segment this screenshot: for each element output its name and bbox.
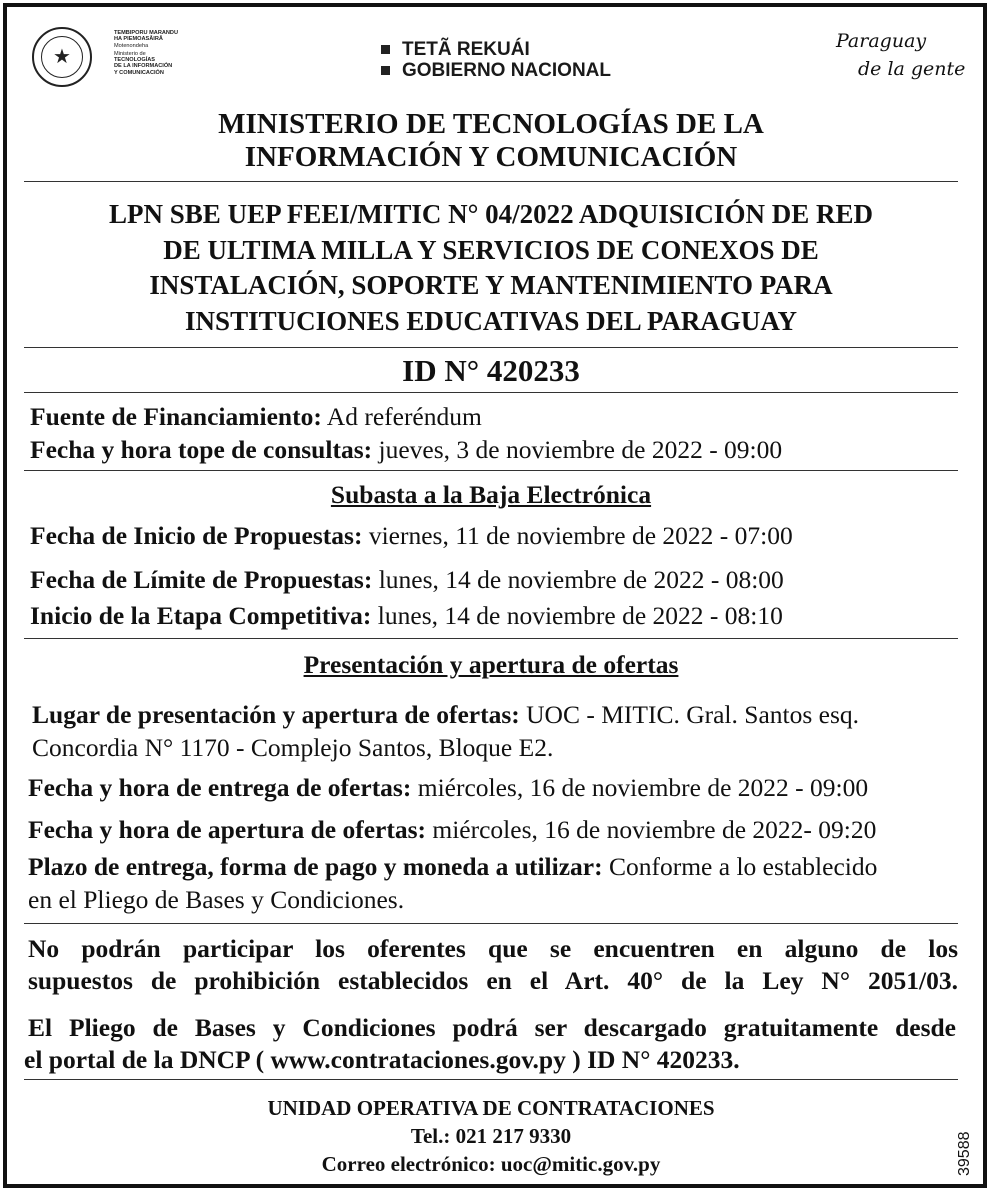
subasta-row-label: Fecha de Inicio de Propuestas:: [30, 521, 363, 550]
lugar-row-cont: Concordia N° 1170 - Complejo Santos, Bloque E2.: [32, 733, 554, 762]
funding-row: [30, 402, 482, 432]
footer-email[interactable]: Correo electrónico: uoc@mitic.gov.py: [321, 1152, 661, 1176]
subasta-row-label: Fecha de Límite de Propuestas:: [30, 565, 373, 594]
tender-title-line: DE ULTIMA MILLA Y SERVICIOS DE CONEXOS DE: [163, 234, 819, 265]
plazo-row: [28, 852, 877, 882]
mitic-logo-line: DE LA INFORMACIÓN: [114, 63, 173, 70]
consultas-label: Fecha y hora tope de consultas:: [30, 435, 373, 464]
paraguay-slogan-logo: [836, 30, 965, 80]
divider: [24, 923, 958, 924]
consultas-row: [30, 435, 782, 465]
mitic-logo-line: Ministerio de: [114, 50, 146, 57]
tender-title-line: LPN SBE UEP FEEI/MITIC N° 04/2022 ADQUISICIÓN DE RED: [109, 199, 873, 229]
apertura-label: Fecha y hora de apertura de ofertas:: [28, 815, 426, 844]
square-bullet-icon: [381, 66, 390, 75]
consultas-value: jueves, 3 de noviembre de 2022 - 09:00: [372, 435, 783, 464]
lugar-row: [32, 700, 859, 730]
footer-unit: UNIDAD OPERATIVA DE CONTRATACIONES: [267, 1096, 715, 1120]
funding-label: Fuente de Financiamiento:: [30, 402, 322, 431]
footer-phone: Tel.: 021 217 9330: [410, 1124, 572, 1148]
gov-logo-line1: TETÃ REKUÁI: [402, 39, 530, 60]
mitic-logo-line: TEMBIPORU MARANDU: [114, 30, 179, 36]
tender-id: ID N° 420233: [402, 353, 580, 388]
subasta-row: [30, 565, 784, 595]
subasta-heading: Subasta a la Baja Electrónica: [330, 480, 652, 509]
subasta-row-value: lunes, 14 de noviembre de 2022 - 08:00: [372, 565, 784, 594]
pliego-notice-text[interactable]: el portal de la DNCP ( www.contrataciones.gov.py ) ID N° 420233.: [24, 1045, 740, 1074]
divider: [24, 347, 958, 348]
prohibition-notice-line1: No podrán participar los oferentes que se encuentren en alguno de los: [28, 934, 958, 963]
seal-star-icon: ★: [53, 46, 71, 68]
entrega-row: [28, 773, 868, 803]
entrega-value: miércoles, 16 de noviembre de 2022 - 09:00: [411, 773, 869, 802]
prohibition-notice-line2: supuestos de prohibición establecidos en el Art. 40° de la Ley N° 2051/03.: [28, 966, 958, 995]
divider: [24, 392, 958, 393]
lugar-label: Lugar de presentación y apertura de ofertas:: [32, 700, 520, 729]
mitic-logo-line: HA PIEMOASÂIRÂ: [114, 36, 163, 43]
divider: [24, 470, 958, 471]
tender-title: [24, 197, 958, 339]
divider: [24, 1079, 958, 1080]
ministry-title: [24, 108, 958, 174]
slogan-line1: Paraguay: [836, 30, 927, 52]
pliego-notice-line1: El Pliego de Bases y Condiciones podrá ser descargado gratuitamente desde: [28, 1013, 956, 1042]
slogan-line2: de la gente: [858, 58, 966, 80]
funding-value: Ad referéndum: [321, 402, 482, 431]
subasta-row-label: Inicio de la Etapa Competitiva:: [30, 601, 372, 630]
gobierno-nacional-logo: [381, 39, 611, 81]
presentacion-heading: Presentación y apertura de ofertas: [303, 650, 679, 679]
pliego-notice-line2: [24, 1044, 740, 1076]
apertura-value: miércoles, 16 de noviembre de 2022- 09:20: [426, 815, 877, 844]
apertura-row: [28, 815, 876, 845]
entrega-label: Fecha y hora de entrega de ofertas:: [28, 773, 412, 802]
mitic-logo-line: Motenondeha: [114, 42, 149, 49]
lugar-value: UOC - MITIC. Gral. Santos esq.: [519, 700, 860, 729]
contact-footer: [24, 1094, 958, 1178]
subasta-row: [30, 521, 793, 551]
gov-logo-line2: GOBIERNO NACIONAL: [402, 60, 611, 81]
mitic-logo-text: [114, 30, 204, 76]
ministry-title-line2: INFORMACIÓN Y COMUNICACIÓN: [244, 141, 738, 173]
ministry-title-line1: MINISTERIO DE TECNOLOGÍAS DE LA: [218, 108, 764, 140]
square-bullet-icon: [381, 45, 390, 54]
subasta-row-value: lunes, 14 de noviembre de 2022 - 08:10: [371, 601, 783, 630]
subasta-row-value: viernes, 11 de noviembre de 2022 - 07:00: [362, 521, 793, 550]
tender-title-line: INSTALACIÓN, SOPORTE Y MANTENIMIENTO PARA: [149, 270, 833, 300]
plazo-row-cont: en el Pliego de Bases y Condiciones.: [28, 885, 405, 914]
mitic-logo-line: TECNOLOGÍAS: [114, 57, 156, 64]
tender-title-line: INSTITUCIONES EDUCATIVAS DEL PARAGUAY: [185, 305, 797, 336]
plazo-label: Plazo de entrega, forma de pago y moneda a utilizar:: [28, 852, 603, 881]
plazo-value: Conforme a lo establecido: [602, 852, 878, 881]
subasta-row: [30, 601, 783, 631]
mitic-logo-line: Y COMUNICACIÓN: [114, 69, 164, 76]
divider: [24, 638, 958, 639]
divider: [24, 181, 958, 182]
ad-code: 39588: [956, 1131, 973, 1176]
